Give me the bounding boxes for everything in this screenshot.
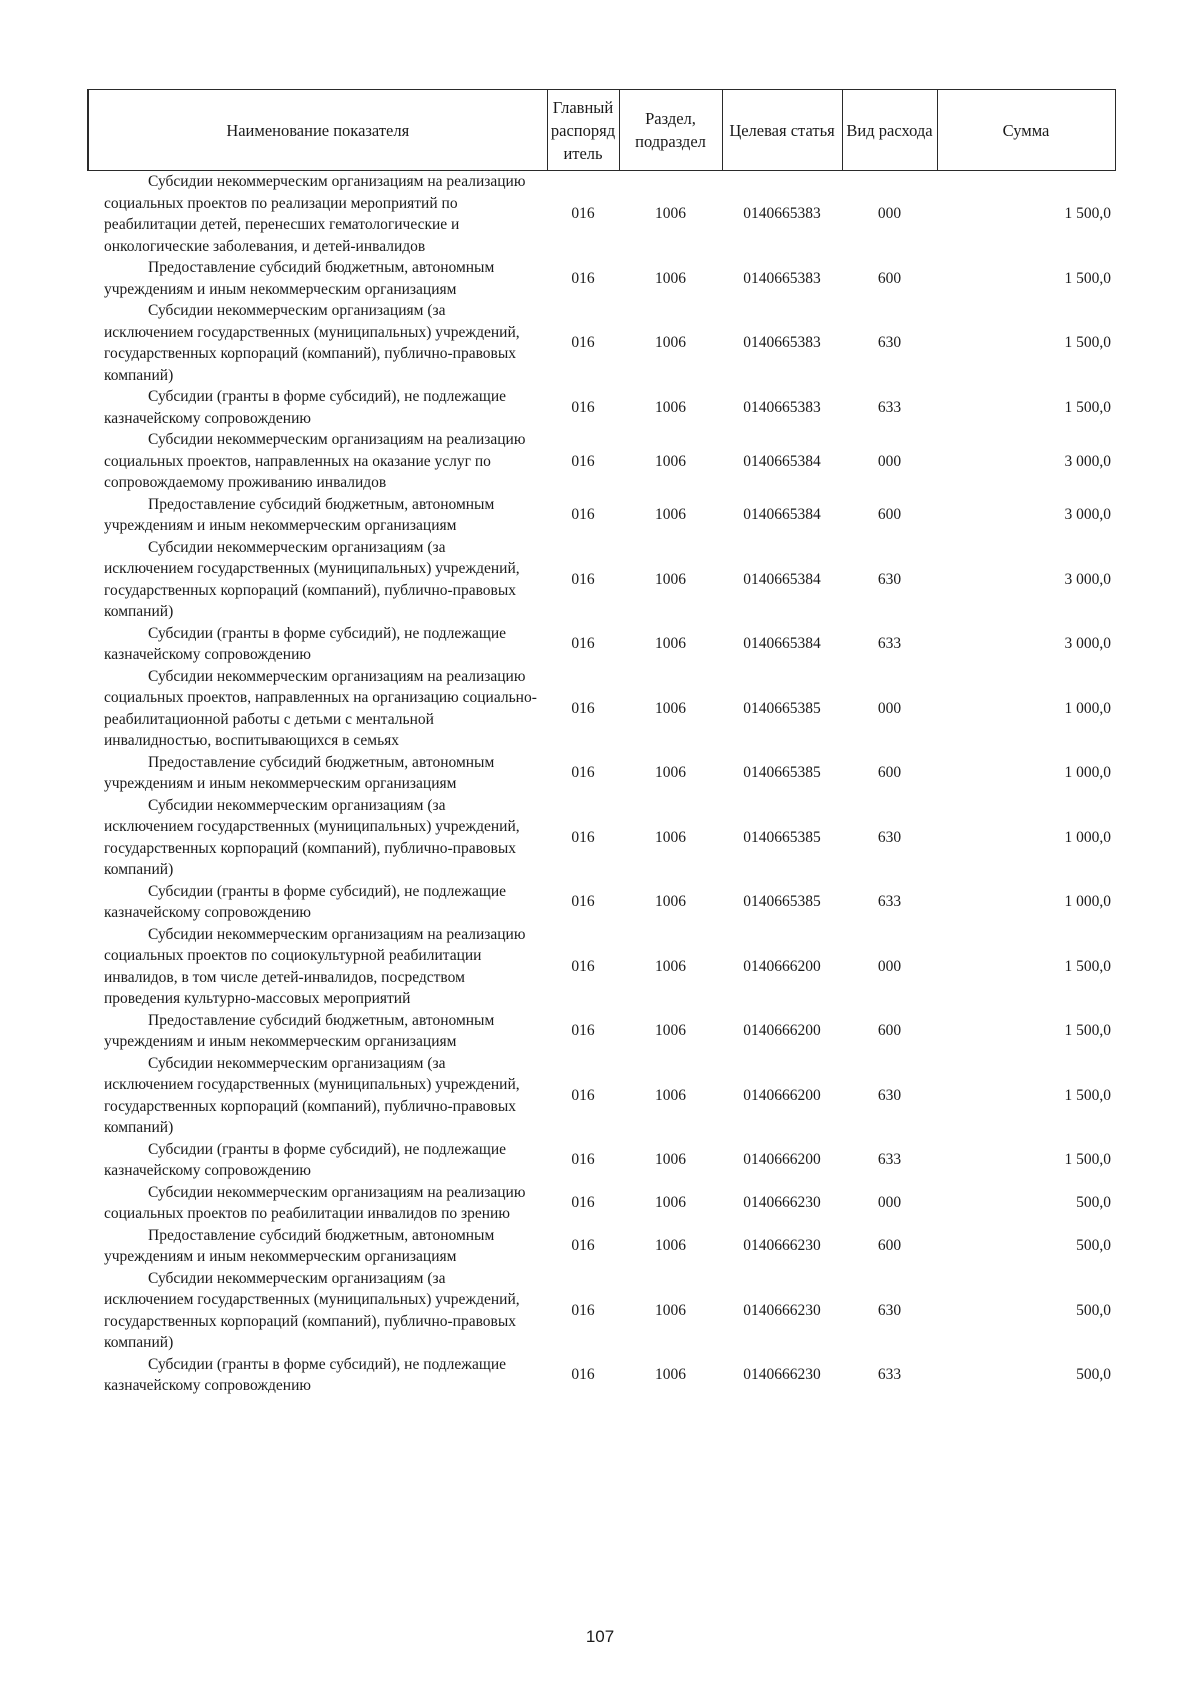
cell-grbs: 016 (571, 699, 595, 717)
cell-name: Субсидии некоммерческим организациям на реализацию социальных проектов, направленных на организацию социально-реабилитационной работы с детьми с ментальной инвалидностью, воспитывающихся в семьях (104, 667, 537, 749)
cell-grbs: 016 (571, 764, 595, 782)
cell-name: Субсидии некоммерческим организациям на реализацию социальных проектов, направленных на оказание услуг по сопровождаемому проживанию инвалидов (104, 431, 526, 491)
cell-section: 1006 (655, 1366, 686, 1384)
cell-sum: 500,0 (1076, 1366, 1111, 1384)
cell-name: Субсидии (гранты в форме субсидий), не подлежащие казначейскому сопровождению (104, 1355, 506, 1394)
cell-name: Предоставление субсидий бюджетным, автономным учреждениям и иным некоммерческим организациям (104, 495, 495, 534)
cell-kind: 600 (877, 1022, 902, 1040)
cell-section: 1006 (655, 452, 686, 470)
table-row (88, 171, 1115, 258)
cell-name: Предоставление субсидий бюджетным, автономным учреждениям и иным некоммерческим организациям (104, 1011, 495, 1050)
table-row (88, 494, 1115, 537)
cell-kind: 630 (877, 1301, 902, 1319)
cell-grbs: 016 (571, 1086, 595, 1104)
cell-section: 1006 (655, 506, 686, 524)
cell-target: 0140665385 (743, 699, 821, 717)
cell-target: 0140665384 (743, 506, 821, 524)
header-kind: Вид расхода (842, 90, 937, 171)
cell-name: Предоставление субсидий бюджетным, автономным учреждениям и иным некоммерческим организациям (104, 1226, 495, 1265)
cell-section: 1006 (655, 205, 686, 223)
cell-sum: 1 500,0 (1064, 1086, 1111, 1104)
cell-kind: 633 (877, 893, 902, 911)
cell-grbs: 016 (571, 452, 595, 470)
cell-target: 0140665384 (743, 570, 821, 588)
cell-target: 0140666230 (743, 1237, 821, 1255)
table-row (88, 1053, 1115, 1139)
cell-grbs: 016 (571, 1194, 595, 1212)
cell-name: Предоставление субсидий бюджетным, автономным учреждениям и иным некоммерческим организациям (104, 753, 495, 792)
cell-sum: 1 500,0 (1064, 398, 1111, 416)
table-row (88, 1182, 1115, 1225)
cell-section: 1006 (655, 269, 686, 287)
cell-name: Субсидии некоммерческим организациям (за исключением государственных (муниципальных) учреждений, государственных корпораций (компаний), публично-правовых компаний) (104, 538, 520, 620)
cell-target: 0140665383 (743, 205, 821, 223)
table-row (88, 300, 1115, 386)
cell-section: 1006 (655, 1022, 686, 1040)
cell-section: 1006 (655, 334, 686, 352)
table-row (88, 537, 1115, 623)
cell-grbs: 016 (571, 1237, 595, 1255)
cell-kind: 000 (877, 452, 902, 470)
cell-name: Субсидии некоммерческим организациям (за исключением государственных (муниципальных) учреждений, государственных корпораций (компаний), публично-правовых компаний) (104, 796, 520, 878)
cell-section: 1006 (655, 1194, 686, 1212)
cell-name: Субсидии (гранты в форме субсидий), не подлежащие казначейскому сопровождению (104, 624, 506, 663)
cell-section: 1006 (655, 1086, 686, 1104)
cell-grbs: 016 (571, 635, 595, 653)
table-row (88, 795, 1115, 881)
cell-target: 0140665383 (743, 334, 821, 352)
cell-kind: 630 (877, 570, 902, 588)
cell-section: 1006 (655, 957, 686, 975)
cell-grbs: 016 (571, 506, 595, 524)
cell-sum: 3 000,0 (1064, 635, 1111, 653)
cell-name: Субсидии некоммерческим организациям на реализацию социальных проектов по реализации мероприятий по реабилитации детей, перенесших гематологические и онкологические заболевания, и детей-инвалидов (104, 173, 526, 255)
cell-target: 0140666200 (743, 957, 821, 975)
cell-name: Субсидии некоммерческим организациям (за исключением государственных (муниципальных) учреждений, государственных корпораций (компаний), публично-правовых компаний) (104, 302, 520, 384)
cell-sum: 3 000,0 (1064, 452, 1111, 470)
table-header (88, 90, 1115, 171)
table-row (88, 1354, 1115, 1397)
cell-section: 1006 (655, 764, 686, 782)
cell-kind: 000 (877, 699, 902, 717)
table-row (88, 752, 1115, 795)
cell-target: 0140666200 (743, 1151, 821, 1169)
cell-sum: 1 500,0 (1064, 205, 1111, 223)
header-target: Целевая статья (722, 90, 842, 171)
cell-grbs: 016 (571, 269, 595, 287)
cell-target: 0140665384 (743, 635, 821, 653)
header-grbs: Главный распоряд итель (547, 90, 619, 171)
cell-target: 0140665384 (743, 452, 821, 470)
cell-section: 1006 (655, 1301, 686, 1319)
cell-kind: 630 (877, 334, 902, 352)
cell-target: 0140666200 (743, 1022, 821, 1040)
cell-name: Субсидии (гранты в форме субсидий), не подлежащие казначейскому сопровождению (104, 1140, 506, 1179)
table-row (88, 257, 1115, 300)
cell-grbs: 016 (571, 1022, 595, 1040)
cell-section: 1006 (655, 1237, 686, 1255)
table-row (88, 623, 1115, 666)
table-row (88, 1225, 1115, 1268)
cell-section: 1006 (655, 699, 686, 717)
cell-grbs: 016 (571, 334, 595, 352)
header-section: Раздел, подраздел (619, 90, 722, 171)
cell-kind: 600 (877, 269, 902, 287)
cell-kind: 600 (877, 506, 902, 524)
cell-grbs: 016 (571, 1151, 595, 1169)
cell-kind: 633 (877, 1366, 902, 1384)
table-row (88, 1010, 1115, 1053)
cell-target: 0140666200 (743, 1086, 821, 1104)
cell-kind: 600 (877, 764, 902, 782)
cell-section: 1006 (655, 828, 686, 846)
cell-target: 0140666230 (743, 1301, 821, 1319)
table-row (88, 1268, 1115, 1354)
cell-section: 1006 (655, 635, 686, 653)
header-sum: Сумма (937, 90, 1115, 171)
table-row (88, 666, 1115, 752)
cell-sum: 1 500,0 (1064, 1151, 1111, 1169)
cell-sum: 500,0 (1076, 1194, 1111, 1212)
cell-grbs: 016 (571, 398, 595, 416)
cell-sum: 3 000,0 (1064, 570, 1111, 588)
table-row (88, 881, 1115, 924)
cell-sum: 1 000,0 (1064, 893, 1111, 911)
cell-sum: 1 000,0 (1064, 764, 1111, 782)
header-name: Наименование показателя (88, 90, 547, 171)
header-row (88, 90, 1115, 171)
cell-name: Субсидии некоммерческим организациям (за исключением государственных (муниципальных) учреждений, государственных корпораций (компаний), публично-правовых компаний) (104, 1054, 520, 1136)
cell-grbs: 016 (571, 1301, 595, 1319)
cell-target: 0140665385 (743, 893, 821, 911)
table-row (88, 924, 1115, 1010)
cell-name: Предоставление субсидий бюджетным, автономным учреждениям и иным некоммерческим организациям (104, 259, 495, 298)
cell-section: 1006 (655, 1151, 686, 1169)
cell-target: 0140666230 (743, 1366, 821, 1384)
cell-target: 0140665385 (743, 764, 821, 782)
table-row (88, 1139, 1115, 1182)
cell-kind: 600 (877, 1237, 902, 1255)
table-row (88, 386, 1115, 429)
cell-name: Субсидии некоммерческим организациям (за исключением государственных (муниципальных) учреждений, государственных корпораций (компаний), публично-правовых компаний) (104, 1269, 520, 1351)
cell-kind: 000 (877, 957, 902, 975)
cell-grbs: 016 (571, 1366, 595, 1384)
cell-grbs: 016 (571, 570, 595, 588)
cell-section: 1006 (655, 398, 686, 416)
cell-sum: 1 500,0 (1064, 957, 1111, 975)
cell-section: 1006 (655, 570, 686, 588)
cell-name: Субсидии (гранты в форме субсидий), не подлежащие казначейскому сопровождению (104, 388, 506, 427)
cell-kind: 633 (877, 398, 902, 416)
cell-sum: 500,0 (1076, 1301, 1111, 1319)
cell-grbs: 016 (571, 893, 595, 911)
cell-kind: 633 (877, 635, 902, 653)
cell-kind: 630 (877, 828, 902, 846)
cell-target: 0140666230 (743, 1194, 821, 1212)
page-number: 107 (585, 1627, 615, 1646)
cell-name: Субсидии некоммерческим организациям на реализацию социальных проектов по реабилитации инвалидов по зрению (104, 1183, 526, 1222)
table-body (88, 171, 1115, 1397)
cell-sum: 1 500,0 (1064, 269, 1111, 287)
cell-grbs: 016 (571, 957, 595, 975)
table-row (88, 429, 1115, 494)
cell-kind: 633 (877, 1151, 902, 1169)
budget-table (87, 89, 1116, 1397)
cell-target: 0140665383 (743, 269, 821, 287)
cell-sum: 1 000,0 (1064, 828, 1111, 846)
cell-sum: 1 500,0 (1064, 1022, 1111, 1040)
cell-name: Субсидии некоммерческим организациям на реализацию социальных проектов по социокультурной реабилитации инвалидов, в том числе детей-инвалидов, посредством проведения культурно-массовых мероприятий (104, 925, 526, 1007)
cell-kind: 630 (877, 1086, 902, 1104)
cell-target: 0140665383 (743, 398, 821, 416)
cell-sum: 1 000,0 (1064, 699, 1111, 717)
cell-sum: 3 000,0 (1064, 506, 1111, 524)
cell-kind: 000 (877, 1194, 902, 1212)
cell-grbs: 016 (571, 828, 595, 846)
cell-kind: 000 (877, 205, 902, 223)
cell-name: Субсидии (гранты в форме субсидий), не подлежащие казначейскому сопровождению (104, 882, 506, 921)
cell-sum: 500,0 (1076, 1237, 1111, 1255)
cell-grbs: 016 (571, 205, 595, 223)
cell-section: 1006 (655, 893, 686, 911)
cell-target: 0140665385 (743, 828, 821, 846)
cell-sum: 1 500,0 (1064, 334, 1111, 352)
